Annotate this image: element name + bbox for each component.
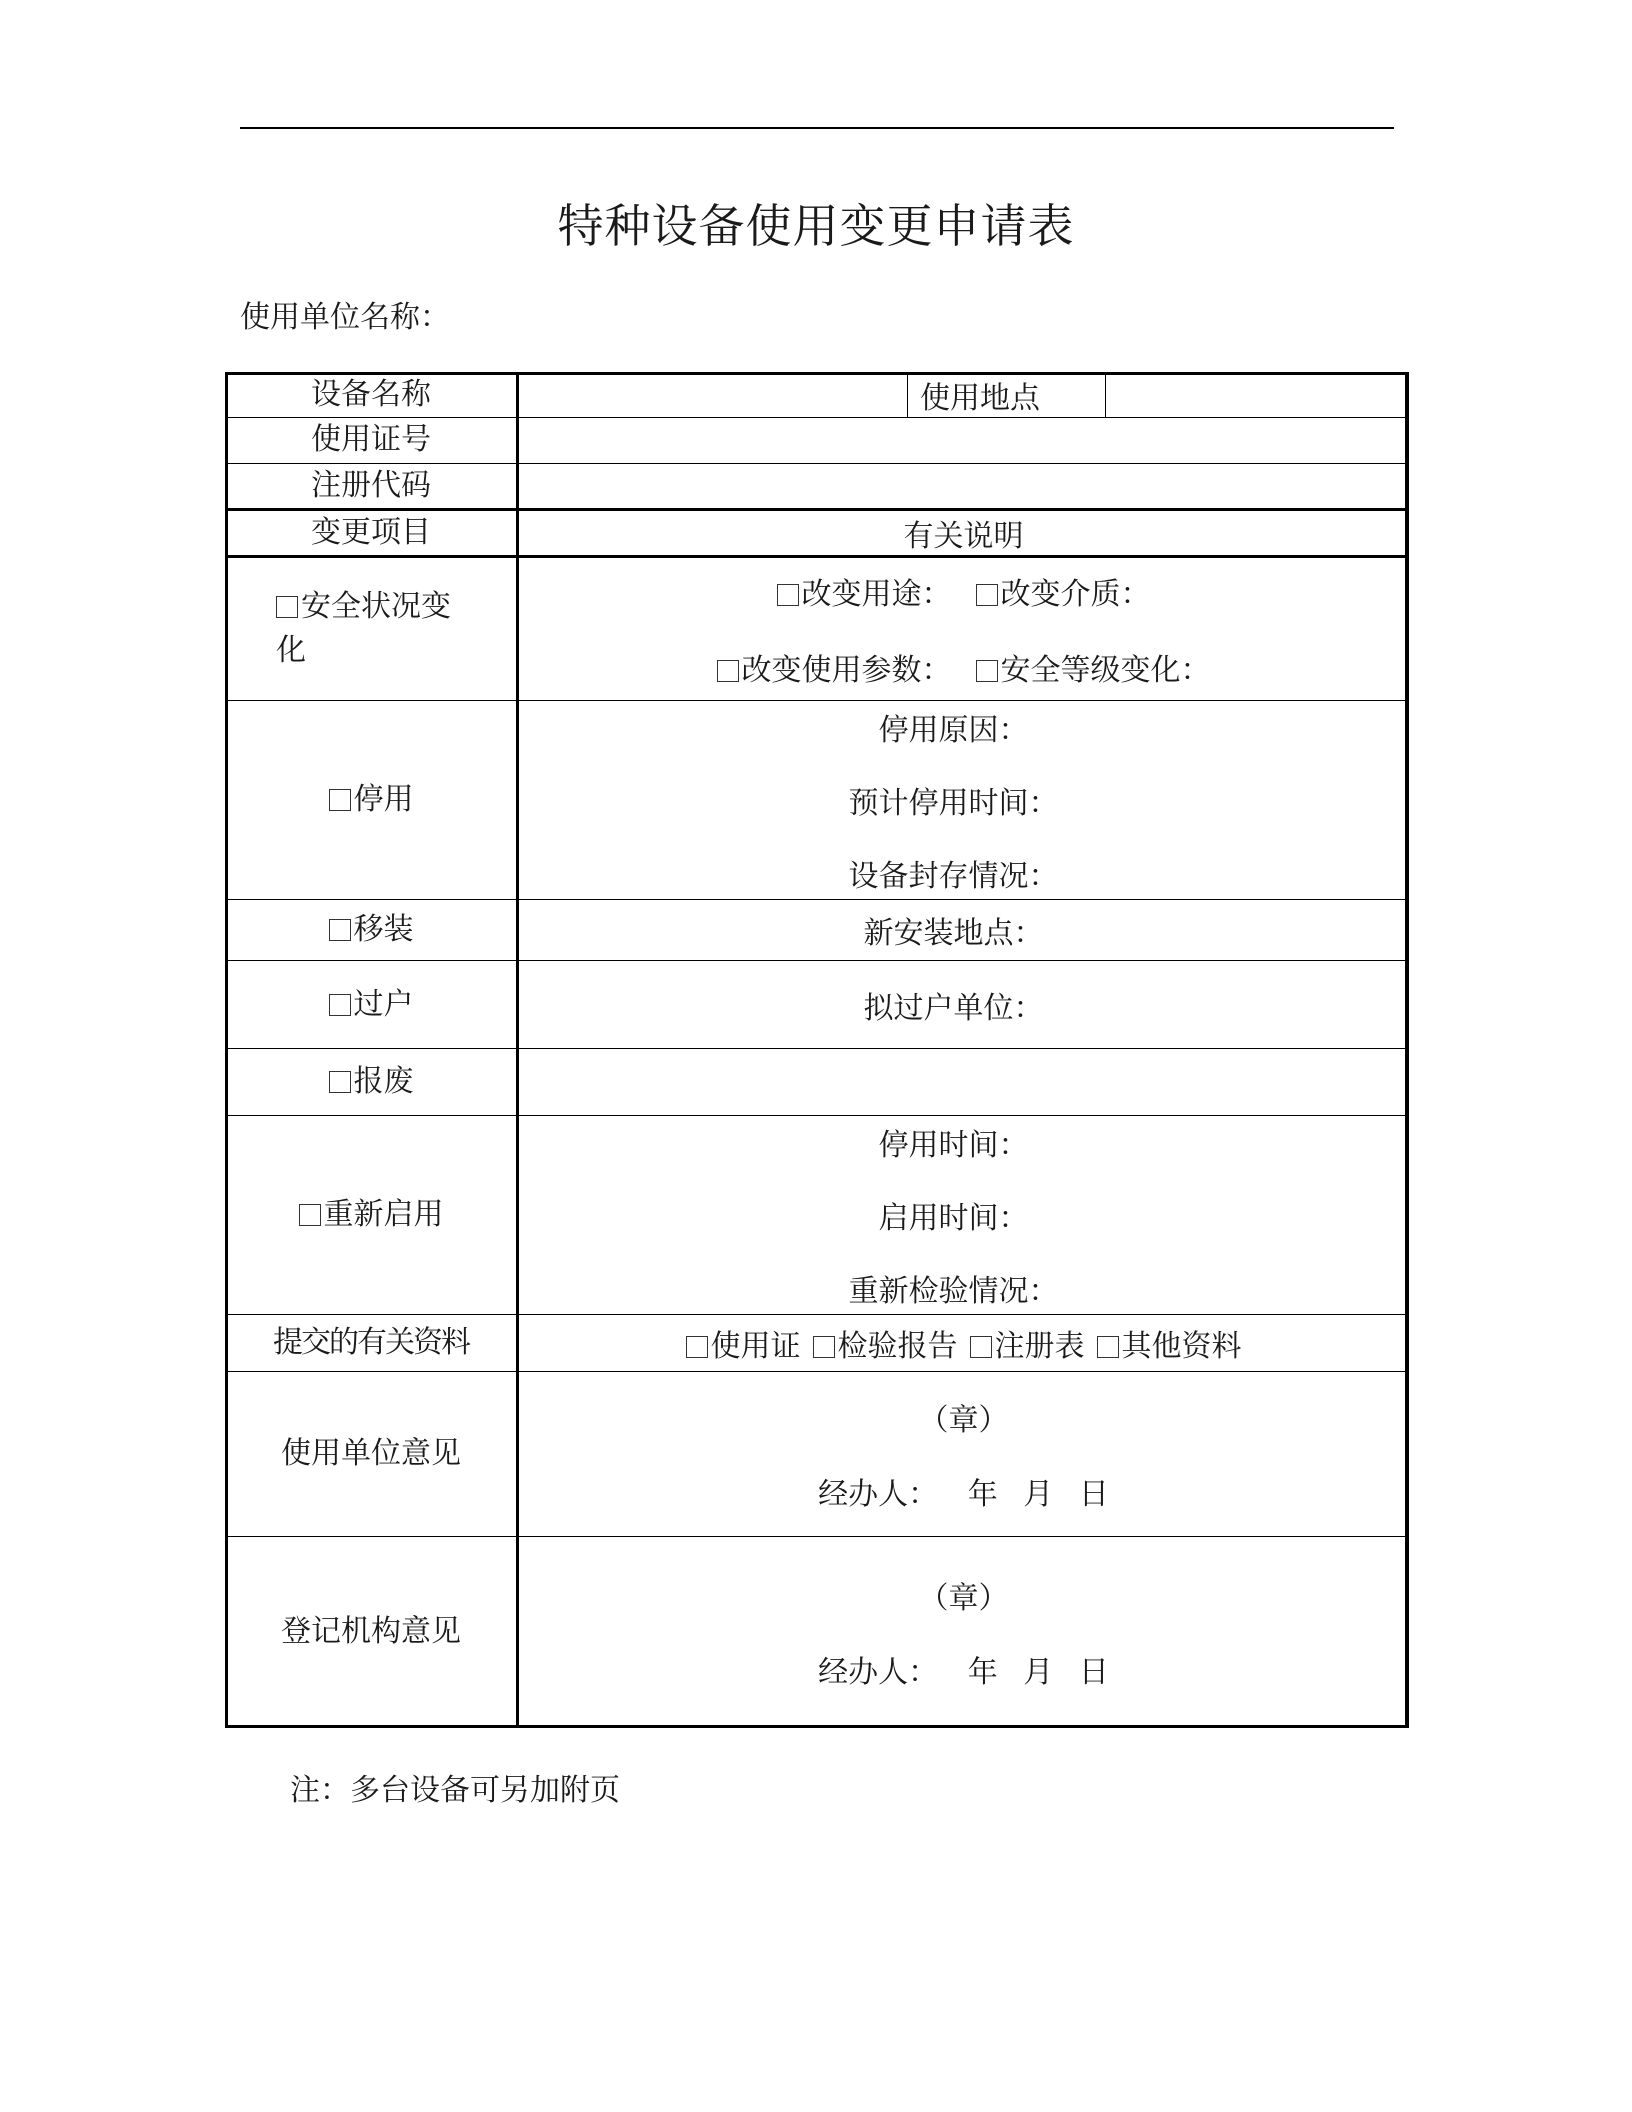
reactivate-checkbox[interactable]	[299, 1204, 321, 1226]
suspend-label: 停用	[353, 782, 414, 818]
submitted-docs-label: 提交的有关资料	[226, 1315, 518, 1371]
user-opinion-handler: 经办人：	[818, 1476, 939, 1512]
new-install-location: 新安装地点：	[518, 900, 1409, 960]
registration-code-label: 注册代码	[226, 463, 518, 509]
doc-certificate-option[interactable]	[686, 1329, 801, 1364]
suspend-details	[518, 701, 1409, 900]
equipment-name-field[interactable]	[518, 373, 908, 418]
transfer-checkbox[interactable]	[329, 994, 351, 1016]
doc-inspection-option[interactable]	[813, 1329, 958, 1364]
registration-code-field[interactable]	[518, 463, 1409, 509]
user-opinion-signoff	[818, 1469, 1109, 1513]
scrap-option[interactable]	[226, 1049, 518, 1115]
equipment-name-label: 设备名称	[226, 373, 518, 418]
suspend-option[interactable]	[226, 701, 518, 900]
safety-grade-option[interactable]	[976, 653, 1211, 688]
suspend-reason: 停用原因：	[878, 713, 1029, 749]
doc-certificate-checkbox[interactable]	[686, 1336, 708, 1358]
document-title: 特种设备使用变更申请表	[557, 199, 1075, 253]
user-opinion-year: 年	[967, 1476, 998, 1512]
reinspection-status: 重新检验情况：	[848, 1274, 1059, 1310]
reactivate-option[interactable]	[226, 1115, 518, 1314]
user-opinion-label: 使用单位意见	[226, 1371, 518, 1536]
header-rule	[240, 127, 1394, 129]
doc-registration-label: 注册表	[994, 1328, 1085, 1364]
change-use-checkbox[interactable]	[777, 584, 799, 606]
footnote: 注：多台设备可另加附页	[290, 1773, 620, 1808]
suspend-expected-time: 预计停用时间：	[848, 786, 1059, 822]
registry-opinion-handler: 经办人：	[818, 1654, 939, 1690]
scrap-details[interactable]	[518, 1049, 1409, 1115]
reactivate-details	[518, 1115, 1409, 1314]
certificate-no-field[interactable]	[518, 418, 1409, 463]
registry-opinion-signoff	[818, 1647, 1109, 1691]
submitted-docs-options	[518, 1315, 1409, 1371]
doc-registration-checkbox[interactable]	[970, 1336, 992, 1358]
registry-opinion-stamp: （章）	[918, 1580, 1009, 1616]
certificate-no-label: 使用证号	[226, 418, 518, 463]
related-notes-header: 有关说明	[518, 509, 1409, 556]
reactivate-label: 重新启用	[323, 1197, 444, 1233]
registry-opinion-label: 登记机构意见	[226, 1536, 518, 1727]
registry-opinion-day: 日	[1078, 1654, 1109, 1690]
doc-other-option[interactable]	[1097, 1329, 1242, 1364]
suspend-sealing-status: 设备封存情况：	[848, 859, 1059, 895]
doc-other-label: 其他资料	[1121, 1328, 1242, 1364]
change-medium-checkbox[interactable]	[976, 584, 998, 606]
transfer-label: 过户	[353, 986, 414, 1022]
user-opinion-field[interactable]	[518, 1371, 1409, 1536]
doc-inspection-label: 检验报告	[837, 1328, 958, 1364]
safety-change-checkbox[interactable]	[276, 596, 298, 618]
doc-other-checkbox[interactable]	[1097, 1336, 1119, 1358]
scrap-label: 报废	[353, 1064, 414, 1100]
location-label: 使用地点	[908, 373, 1106, 418]
relocate-option[interactable]	[226, 900, 518, 960]
change-use-label: 改变用途：	[801, 577, 952, 613]
registry-opinion-year: 年	[967, 1654, 998, 1690]
location-field[interactable]	[1106, 373, 1409, 418]
user-opinion-day: 日	[1078, 1476, 1109, 1512]
suspend-checkbox[interactable]	[329, 789, 351, 811]
relocate-checkbox[interactable]	[329, 919, 351, 941]
user-opinion-stamp: （章）	[918, 1402, 1009, 1438]
doc-registration-option[interactable]	[970, 1329, 1085, 1364]
safety-change-label: 安全状况变化	[276, 589, 451, 669]
change-medium-label: 改变介质：	[1000, 577, 1151, 613]
doc-certificate-label: 使用证	[710, 1328, 801, 1364]
user-opinion-month: 月	[1023, 1476, 1054, 1512]
change-medium-option[interactable]	[976, 577, 1151, 612]
change-use-option[interactable]	[777, 577, 952, 612]
safety-change-option[interactable]	[226, 557, 518, 701]
change-item-header: 变更项目	[226, 509, 518, 556]
safety-change-details	[518, 557, 1409, 701]
change-params-label: 改变使用参数：	[741, 653, 952, 689]
scrap-checkbox[interactable]	[329, 1071, 351, 1093]
safety-grade-checkbox[interactable]	[976, 660, 998, 682]
change-request-form	[225, 372, 1409, 1728]
change-params-checkbox[interactable]	[717, 660, 739, 682]
suspended-time: 停用时间：	[878, 1128, 1029, 1164]
registry-opinion-month: 月	[1023, 1654, 1054, 1690]
change-params-option[interactable]	[717, 653, 952, 688]
safety-grade-label: 安全等级变化：	[1000, 653, 1211, 689]
transfer-option[interactable]	[226, 960, 518, 1049]
relocate-label: 移装	[353, 912, 414, 948]
registry-opinion-field[interactable]	[518, 1536, 1409, 1727]
doc-inspection-checkbox[interactable]	[813, 1336, 835, 1358]
transfer-target-unit: 拟过户单位：	[518, 960, 1409, 1049]
reactivated-time: 启用时间：	[878, 1201, 1029, 1237]
unit-name-label: 使用单位名称：	[240, 300, 450, 335]
